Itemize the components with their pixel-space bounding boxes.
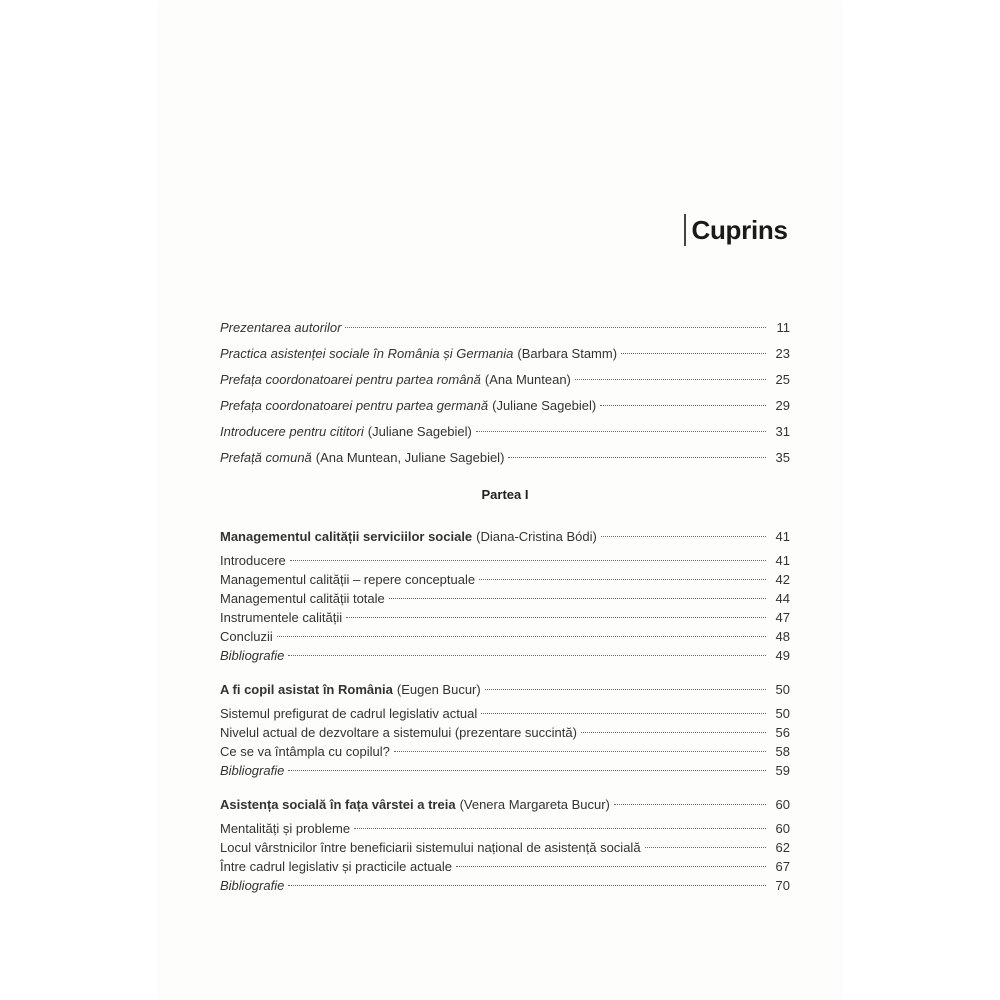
page-number: 31 (775, 424, 790, 439)
chapter-block (220, 526, 790, 665)
page-number: 70 (775, 878, 790, 893)
part-heading: Partea I (481, 487, 529, 502)
heading-bar (684, 214, 686, 246)
page-number: 35 (775, 450, 790, 465)
chapter-title-row[interactable] (220, 679, 790, 700)
page-number: 48 (775, 629, 790, 644)
leader-dots (476, 430, 766, 432)
entry-title: Prefața coordonatoarei pentru partea română (220, 372, 481, 387)
page-number: 50 (775, 706, 790, 721)
section-item[interactable] (220, 857, 790, 876)
entry-title: Concluzii (220, 629, 273, 644)
section-item[interactable] (220, 570, 790, 589)
entry-author: (Venera Margareta Bucur) (459, 797, 610, 812)
front-matter-list (220, 315, 790, 471)
leader-dots (614, 803, 766, 805)
section-item[interactable] (220, 838, 790, 857)
leader-dots (485, 688, 766, 690)
front-matter-item[interactable] (220, 445, 790, 471)
page-number: 49 (775, 648, 790, 663)
section-item[interactable] (220, 819, 790, 838)
leader-dots (581, 731, 766, 733)
leader-dots (600, 404, 766, 406)
section-item[interactable] (220, 551, 790, 570)
entry-title: Bibliografie (220, 878, 285, 893)
section-item[interactable] (220, 608, 790, 627)
page-number: 29 (775, 398, 790, 413)
leader-dots (389, 597, 766, 599)
leader-dots (288, 884, 766, 886)
entry-title: Managementul calității – repere conceptuale (220, 572, 476, 587)
front-matter-item[interactable] (220, 341, 790, 367)
entry-title: Bibliografie (220, 763, 285, 778)
entry-title: Între cadrul legislativ și practicile actuale (220, 859, 452, 874)
leader-dots (354, 827, 766, 829)
chapter-gap (220, 665, 790, 679)
leader-dots (575, 378, 766, 380)
front-matter-item[interactable] (220, 419, 790, 445)
front-matter-item[interactable] (220, 393, 790, 419)
section-item[interactable] (220, 589, 790, 608)
page-number: 50 (775, 682, 790, 697)
entry-author: (Barbara Stamm) (517, 346, 618, 361)
page-number: 58 (775, 744, 790, 759)
page-number: 44 (775, 591, 790, 606)
page-number: 60 (775, 797, 790, 812)
leader-dots (288, 654, 766, 656)
entry-title: Asistența socială în fața vârstei a treia (220, 797, 456, 812)
entry-author: (Diana-Cristina Bódi) (476, 529, 597, 544)
leader-dots (394, 750, 766, 752)
leader-dots (346, 616, 766, 618)
entry-title: Prezentarea autorilor (220, 320, 342, 335)
entry-title: Introducere pentru cititori (220, 424, 364, 439)
entry-title: A fi copil asistat în România (220, 682, 393, 697)
section-item[interactable] (220, 704, 790, 723)
front-matter-item[interactable] (220, 367, 790, 393)
page-number: 67 (775, 859, 790, 874)
entry-title: Managementul calității totale (220, 591, 385, 606)
entry-title: Mentalități și probleme (220, 821, 351, 836)
section-item[interactable] (220, 876, 790, 895)
leader-dots (601, 535, 766, 537)
page-number: 60 (775, 821, 790, 836)
page-number: 59 (775, 763, 790, 778)
toc-heading (684, 214, 788, 246)
page-number: 23 (775, 346, 790, 361)
section-item[interactable] (220, 742, 790, 761)
entry-title: Prefața coordonatoarei pentru partea germană (220, 398, 489, 413)
entry-title: Ce se va întâmpla cu copilul? (220, 744, 390, 759)
page-number: 25 (775, 372, 790, 387)
leader-dots (479, 578, 766, 580)
page-number: 11 (776, 320, 790, 335)
chapter-block (220, 794, 790, 895)
leader-dots (456, 865, 766, 867)
entry-title: Nivelul actual de dezvoltare a sistemului (prezentare succintă) (220, 725, 577, 740)
section-item[interactable] (220, 723, 790, 742)
entry-author: (Juliane Sagebiel) (367, 424, 472, 439)
entry-title: Bibliografie (220, 648, 285, 663)
leader-dots (288, 769, 766, 771)
chapter-title-row[interactable] (220, 526, 790, 547)
chapter-title-row[interactable] (220, 794, 790, 815)
page-number: 56 (775, 725, 790, 740)
entry-title: Locul vârstnicilor între beneficiarii sistemului național de asistență socială (220, 840, 641, 855)
page-number: 62 (775, 840, 790, 855)
entry-title: Instrumentele calității (220, 610, 343, 625)
section-item[interactable] (220, 646, 790, 665)
page-number: 41 (775, 553, 790, 568)
leader-dots (481, 712, 766, 714)
section-item[interactable] (220, 761, 790, 780)
page-number: 41 (775, 529, 790, 544)
chapter-gap (220, 780, 790, 794)
table-of-contents (220, 315, 790, 895)
leader-dots (645, 846, 766, 848)
entry-title: Managementul calității serviciilor sociale (220, 529, 473, 544)
page-number: 47 (775, 610, 790, 625)
front-matter-item[interactable] (220, 315, 790, 341)
leader-dots (621, 352, 766, 354)
chapter-block (220, 679, 790, 780)
entry-title: Sistemul prefigurat de cadrul legislativ actual (220, 706, 478, 721)
section-item[interactable] (220, 627, 790, 646)
entry-author: (Ana Muntean, Juliane Sagebiel) (315, 450, 505, 465)
entry-author: (Ana Muntean) (484, 372, 571, 387)
entry-author: (Eugen Bucur) (396, 682, 481, 697)
chapters-list (220, 526, 790, 895)
leader-dots (345, 326, 766, 328)
page-number: 42 (775, 572, 790, 587)
entry-author: (Juliane Sagebiel) (492, 398, 597, 413)
entry-title: Practica asistenței sociale în România și Germania (220, 346, 514, 361)
entry-title: Prefață comună (220, 450, 312, 465)
toc-title: Cuprins (691, 214, 788, 245)
leader-dots (290, 559, 766, 561)
leader-dots (508, 456, 766, 458)
entry-title: Introducere (220, 553, 286, 568)
leader-dots (277, 635, 766, 637)
